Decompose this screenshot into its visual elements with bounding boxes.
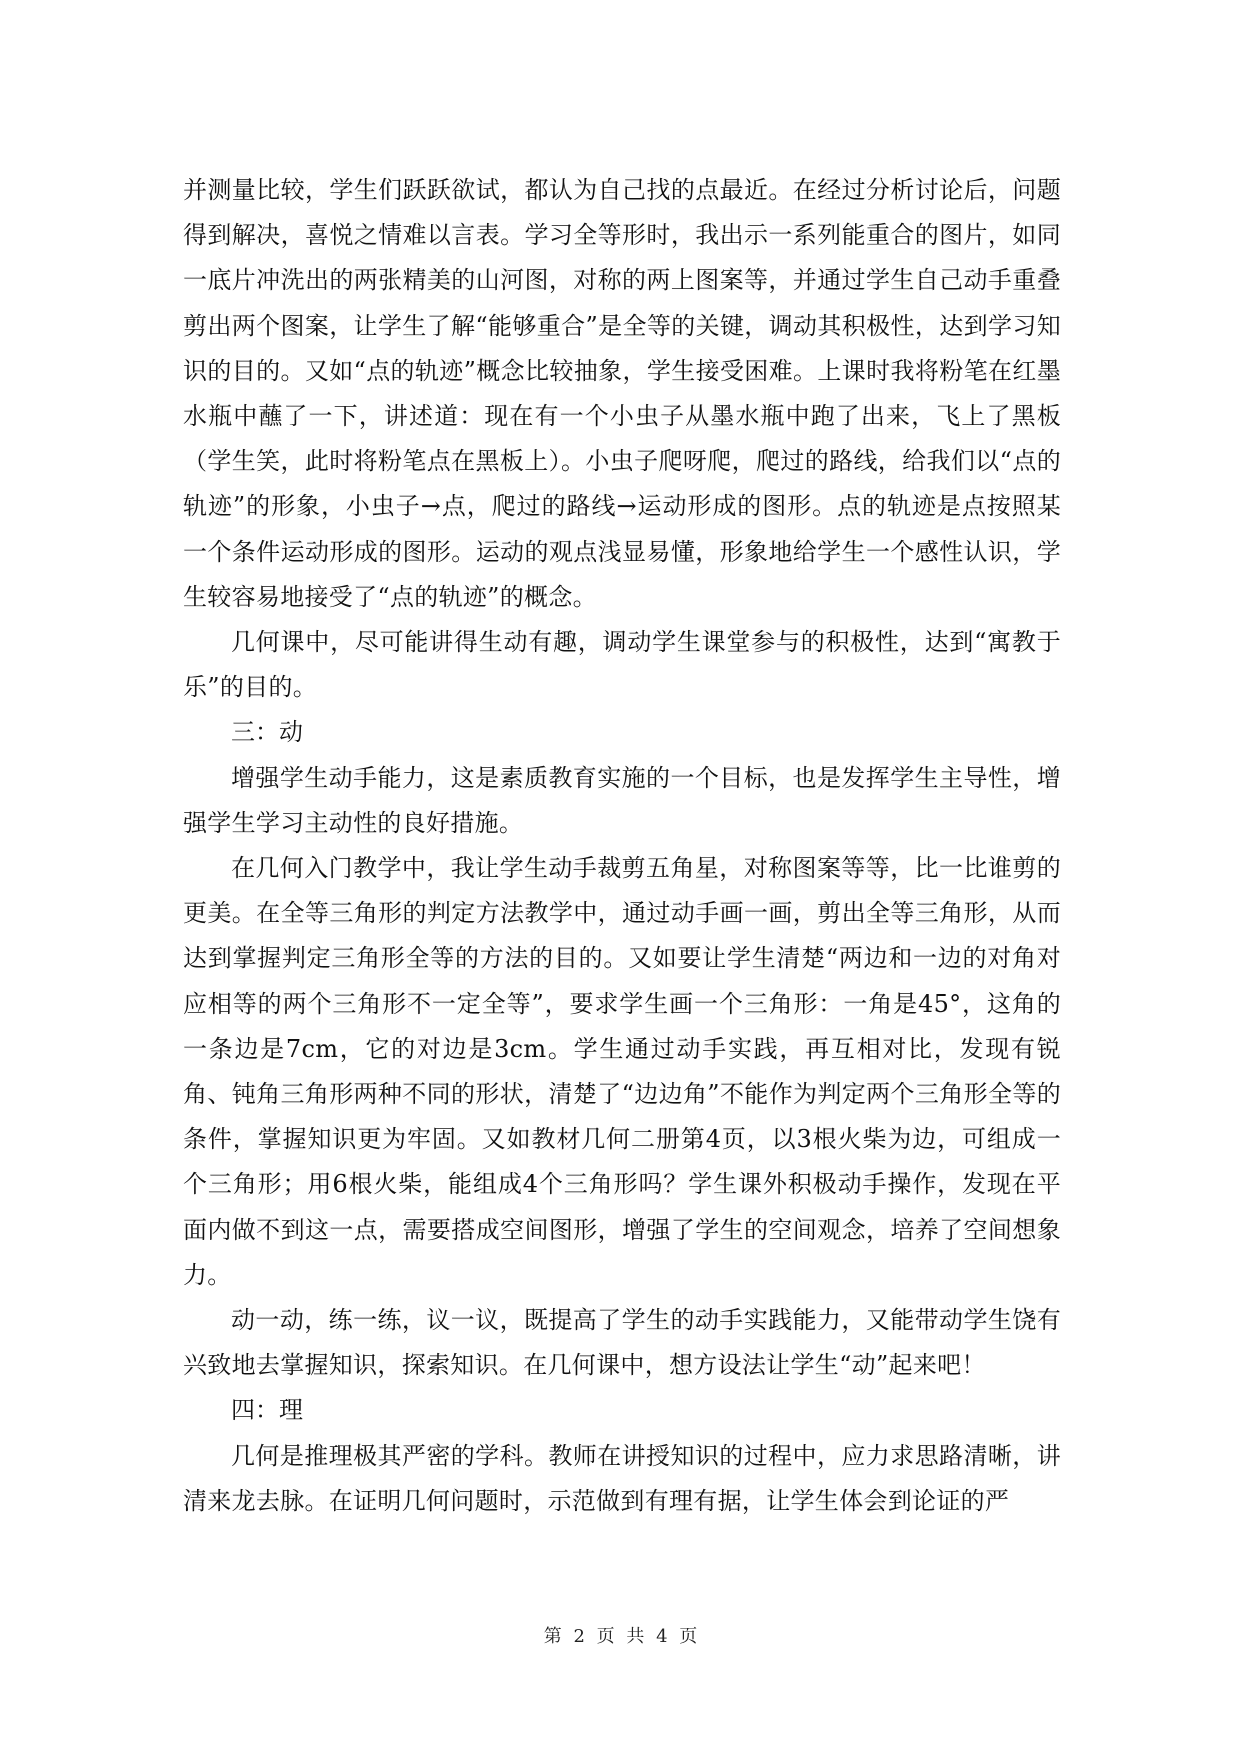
paragraph-hands-on-examples: 在几何入门教学中，我让学生动手裁剪五角星，对称图案等等，比一比谁剪的更美。在全等三角形的判定方法教学中，通过动手画一画，剪出全等三角形，从而达到掌握判定三角形全等的方法的目的。又如要让学生清楚“两边和一边的对角对应相等的两个三角形不一定全等”，要求学生画一个三角形：一角是45°，这角的一条边是7cm，它的对边是3cm。学生通过动手实践，再互相对比，发现有锐角、钝角三角形两种不同的形状，清楚了“边边角”不能作为判定两个三角形全等的条件，掌握知识更为牢固。又如教材几何二册第4页，以3根火柴为边，可组成一个三角形；用6根火柴，能组成4个三角形吗？学生课外积极动手操作，发现在平面内做不到这一点，需要搭成空间图形，增强了学生的空间观念，培养了空间想象力。 <box>183 854 1061 1289</box>
page-footer: 第 2 页 共 4 页 <box>543 1626 698 1647</box>
paragraph-hands-on-summary: 动一动，练一练，议一议，既提高了学生的动手实践能力，又能带动学生饶有兴致地去掌握知识，探索知识。在几何课中，想方设法让学生“动”起来吧！ <box>183 1306 1061 1380</box>
paragraph-reasoning: 几何是推理极其严密的学科。教师在讲授知识的过程中，应力求思路清晰，讲清来龙去脉。在证明几何问题时，示范做到有理有据，让学生体会到论证的严 <box>183 1441 1061 1515</box>
section-heading-3: 三：动 <box>231 718 303 747</box>
section-heading-4: 四：理 <box>231 1396 303 1425</box>
paragraph-geometry-fun: 几何课中，尽可能讲得生动有趣，调动学生课堂参与的积极性，达到“寓教于乐”的目的。 <box>183 628 1061 702</box>
paragraph-continuation: 并测量比较，学生们跃跃欲试，都认为自己找的点最近。在经过分析讨论后，问题得到解决，喜悦之情难以言表。学习全等形时，我出示一系列能重合的图片，如同一底片冲洗出的两张精美的山河图，对称的两上图案等，并通过学生自己动手重叠剪出两个图案，让学生了解“能够重合”是全等的关键，调动其积极性，达到学习知识的目的。又如“点的轨迹”概念比较抽象，学生接受困难。上课时我将粉笔在红墨水瓶中蘸了一下，讲述道：现在有一个小虫子从墨水瓶中跑了出来，飞上了黑板（学生笑，此时将粉笔点在黑板上）。小虫子爬呀爬，爬过的路线，给我们以“点的轨迹”的形象，小虫子→点，爬过的路线→运动形成的图形。点的轨迹是点按照某一个条件运动形成的图形。运动的观点浅显易懂，形象地给学生一个感性认识，学生较容易地接受了“点的轨迹”的概念。 <box>183 176 1061 611</box>
body-text <box>183 168 1061 1524</box>
paragraph-hands-on-ability: 增强学生动手能力，这是素质教育实施的一个目标，也是发挥学生主导性，增强学生学习主动性的良好措施。 <box>183 763 1061 837</box>
